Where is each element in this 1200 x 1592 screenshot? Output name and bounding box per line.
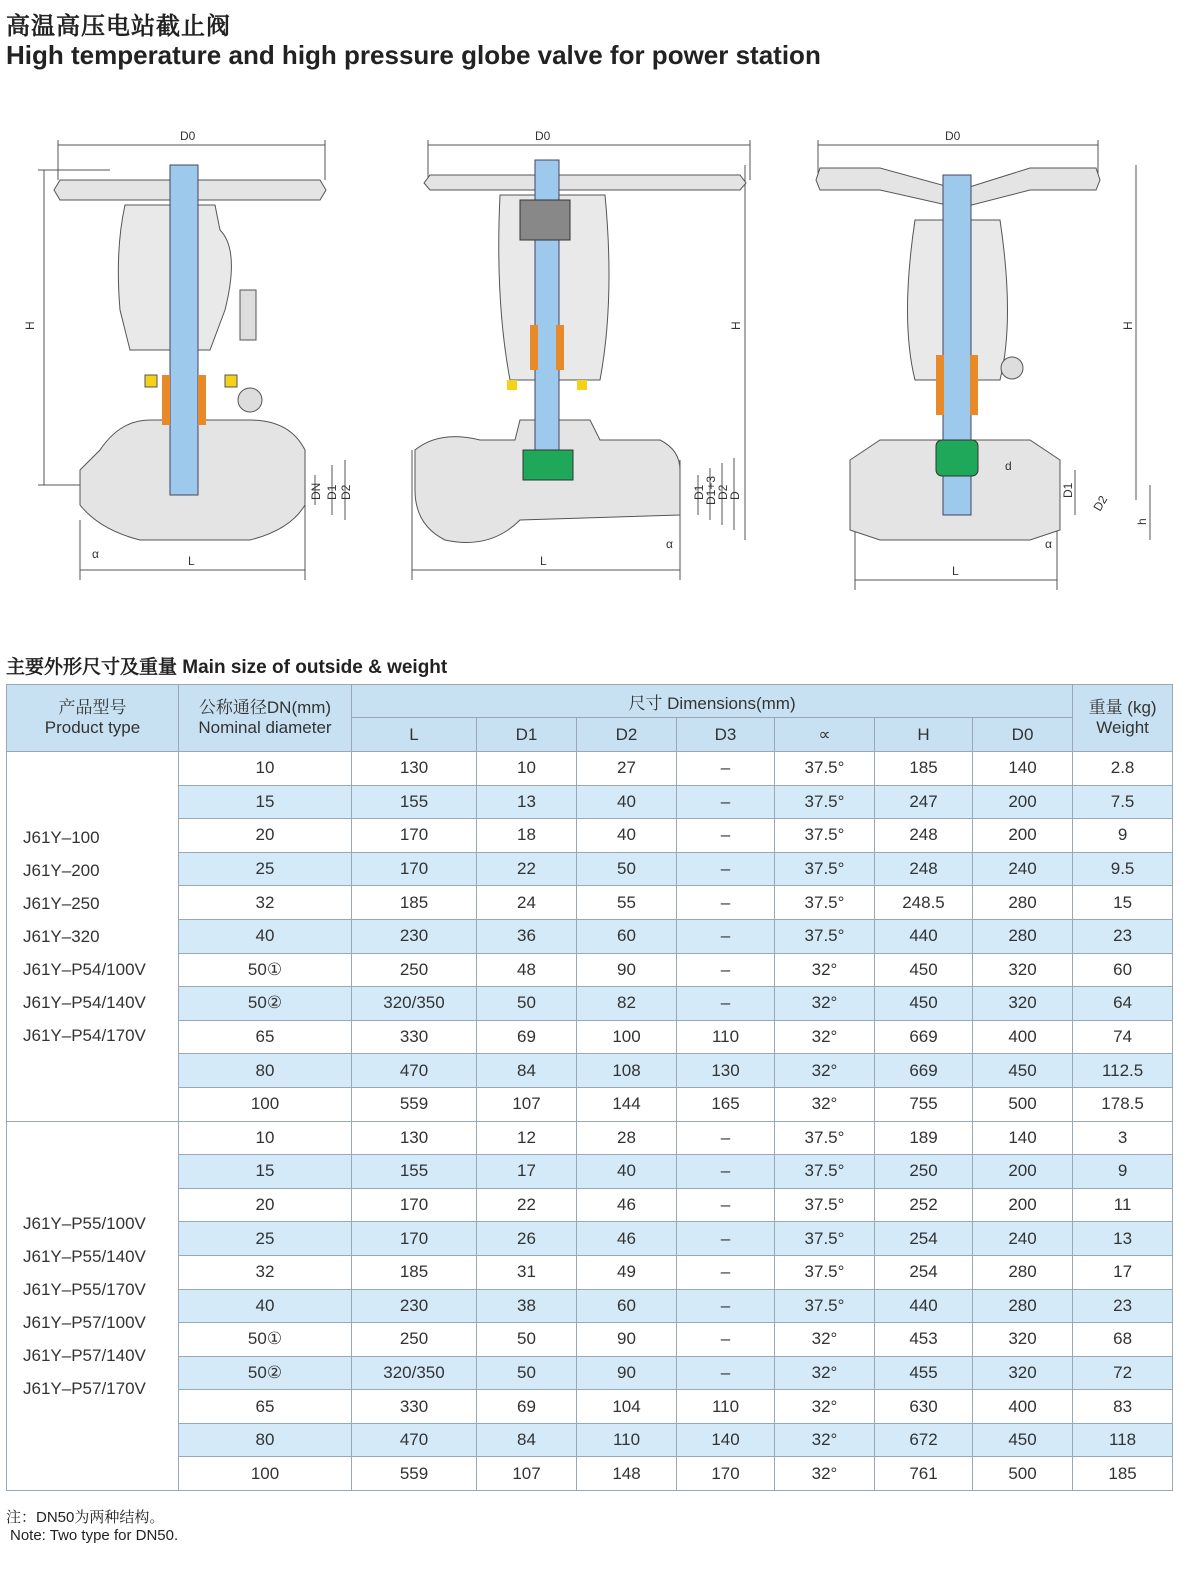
table-cell: 450: [973, 1054, 1073, 1088]
table-cell: 280: [973, 1255, 1073, 1289]
svg-text:H: H: [23, 321, 37, 330]
table-cell: 31: [477, 1255, 577, 1289]
table-row: [7, 1054, 1173, 1088]
table-cell: 26: [477, 1222, 577, 1256]
table-cell: –: [677, 919, 775, 953]
table-cell: 761: [875, 1457, 973, 1491]
table-cell: 37.5°: [775, 1255, 875, 1289]
dimension-table: [6, 684, 1173, 1491]
table-cell: 80: [179, 1423, 352, 1457]
table-cell: 37.5°: [775, 1222, 875, 1256]
product-type-cell: [7, 1121, 179, 1491]
table-cell: 40: [179, 919, 352, 953]
product-type-cell: [7, 752, 179, 1122]
table-cell: 10: [179, 752, 352, 786]
table-cell: 37.5°: [775, 919, 875, 953]
table-row: [7, 1087, 1173, 1121]
product-type-name: J61Y–P55/170V: [23, 1279, 146, 1299]
table-cell: 200: [973, 819, 1073, 853]
table-cell: 15: [179, 785, 352, 819]
table-cell: 37.5°: [775, 886, 875, 920]
table-cell: 110: [577, 1423, 677, 1457]
table-cell: 100: [179, 1087, 352, 1121]
table-cell: 559: [352, 1087, 477, 1121]
table-cell: 2.8: [1073, 752, 1173, 786]
table-cell: 60: [577, 919, 677, 953]
svg-text:α: α: [1045, 537, 1052, 551]
svg-text:α: α: [666, 537, 673, 551]
svg-text:D1: D1: [692, 484, 706, 500]
table-cell: 320: [973, 953, 1073, 987]
table-cell: 49: [577, 1255, 677, 1289]
table-cell: –: [677, 1121, 775, 1155]
svg-text:H: H: [1121, 321, 1135, 330]
svg-text:D1+3: D1+3: [704, 475, 718, 505]
table-cell: 37.5°: [775, 852, 875, 886]
header-d0: D0: [973, 718, 1073, 752]
product-type-name: J61Y–P57/100V: [23, 1312, 146, 1332]
table-cell: –: [677, 1356, 775, 1390]
table-cell: 37.5°: [775, 1155, 875, 1189]
header-product-type: 产品型号 Product type: [7, 685, 179, 752]
table-cell: 74: [1073, 1020, 1173, 1054]
table-row: [7, 1289, 1173, 1323]
table-cell: –: [677, 886, 775, 920]
table-row: [7, 1155, 1173, 1189]
table-cell: 50: [477, 1356, 577, 1390]
table-cell: 118: [1073, 1423, 1173, 1457]
table-cell: 130: [352, 752, 477, 786]
table-cell: 630: [875, 1390, 973, 1424]
table-cell: –: [677, 1188, 775, 1222]
table-cell: 185: [352, 886, 477, 920]
header-nominal-diameter: 公称通径DN(mm) Nominal diameter: [179, 685, 352, 752]
table-cell: 165: [677, 1087, 775, 1121]
table-cell: 108: [577, 1054, 677, 1088]
table-cell: –: [677, 1255, 775, 1289]
table-cell: 250: [352, 953, 477, 987]
product-type-name: J61Y–320: [23, 926, 100, 946]
table-row: [7, 852, 1173, 886]
table-cell: 9: [1073, 1155, 1173, 1189]
table-cell: 50②: [179, 1356, 352, 1390]
table-cell: 37.5°: [775, 785, 875, 819]
table-row: [7, 919, 1173, 953]
table-cell: 23: [1073, 1289, 1173, 1323]
table-cell: 50: [477, 1323, 577, 1357]
table-cell: 32°: [775, 987, 875, 1021]
table-cell: 330: [352, 1390, 477, 1424]
page-title-cn: 高温高压电站截止阀: [6, 13, 231, 40]
table-cell: 40: [577, 1155, 677, 1189]
table-cell: 20: [179, 1188, 352, 1222]
table-cell: 559: [352, 1457, 477, 1491]
table-cell: 140: [973, 752, 1073, 786]
table-cell: 669: [875, 1020, 973, 1054]
table-cell: 68: [1073, 1323, 1173, 1357]
header-d1: D1: [477, 718, 577, 752]
table-cell: 20: [179, 819, 352, 853]
table-cell: 320/350: [352, 987, 477, 1021]
table-cell: 280: [973, 919, 1073, 953]
svg-text:D0: D0: [945, 129, 961, 143]
table-cell: 25: [179, 852, 352, 886]
svg-text:h: h: [1135, 518, 1149, 525]
table-cell: 453: [875, 1323, 973, 1357]
table-cell: 254: [875, 1222, 973, 1256]
svg-text:D0: D0: [535, 129, 551, 143]
table-row: [7, 752, 1173, 786]
table-row: [7, 886, 1173, 920]
header-alpha: ∝: [775, 718, 875, 752]
table-cell: 82: [577, 987, 677, 1021]
table-cell: 24: [477, 886, 577, 920]
table-cell: 450: [973, 1423, 1073, 1457]
table-cell: 470: [352, 1423, 477, 1457]
table-row: [7, 1121, 1173, 1155]
table-row: [7, 1423, 1173, 1457]
table-cell: 15: [1073, 886, 1173, 920]
table-row: [7, 1222, 1173, 1256]
stem-shape: [170, 165, 198, 495]
svg-text:L: L: [188, 554, 195, 568]
table-cell: 248: [875, 852, 973, 886]
table-cell: 254: [875, 1255, 973, 1289]
table-cell: 32°: [775, 1020, 875, 1054]
table-cell: 500: [973, 1457, 1073, 1491]
table-row: [7, 785, 1173, 819]
table-cell: 32°: [775, 1457, 875, 1491]
table-cell: 65: [179, 1390, 352, 1424]
header-weight: 重量 (kg) Weight: [1073, 685, 1173, 752]
table-cell: 17: [477, 1155, 577, 1189]
table-cell: 40: [577, 785, 677, 819]
table-cell: –: [677, 1155, 775, 1189]
svg-text:D2: D2: [716, 484, 730, 500]
table-cell: 90: [577, 1323, 677, 1357]
table-cell: 110: [677, 1020, 775, 1054]
valve-drawings: [0, 120, 1200, 600]
table-cell: 32°: [775, 1356, 875, 1390]
table-cell: 230: [352, 1289, 477, 1323]
product-type-name: J61Y–P54/140V: [23, 992, 146, 1012]
table-cell: 37.5°: [775, 752, 875, 786]
table-cell: 37.5°: [775, 819, 875, 853]
table-cell: 100: [179, 1457, 352, 1491]
svg-text:D1: D1: [325, 484, 339, 500]
note-en: Note: Two type for DN50.: [10, 1527, 179, 1544]
table-row: [7, 1255, 1173, 1289]
table-cell: 32: [179, 1255, 352, 1289]
table-cell: 500: [973, 1087, 1073, 1121]
table-cell: 170: [352, 852, 477, 886]
table-cell: 440: [875, 919, 973, 953]
svg-text:D1: D1: [1061, 482, 1075, 498]
table-cell: 25: [179, 1222, 352, 1256]
table-cell: –: [677, 852, 775, 886]
table-cell: 32: [179, 886, 352, 920]
table-cell: 140: [677, 1423, 775, 1457]
table-cell: –: [677, 1222, 775, 1256]
table-cell: 40: [577, 819, 677, 853]
table-cell: 84: [477, 1423, 577, 1457]
table-cell: 200: [973, 1155, 1073, 1189]
product-type-name: J61Y–250: [23, 893, 100, 913]
table-cell: 320: [973, 1356, 1073, 1390]
product-type-name: J61Y–P57/140V: [23, 1345, 146, 1365]
table-cell: –: [677, 819, 775, 853]
header-l: L: [352, 718, 477, 752]
product-type-name: J61Y–200: [23, 860, 100, 880]
table-cell: 84: [477, 1054, 577, 1088]
table-cell: 55: [577, 886, 677, 920]
table-row: [7, 1457, 1173, 1491]
table-cell: 32°: [775, 953, 875, 987]
table-cell: 170: [352, 1188, 477, 1222]
table-cell: 178.5: [1073, 1087, 1173, 1121]
table-cell: 12: [477, 1121, 577, 1155]
table-cell: 320: [973, 1323, 1073, 1357]
table-cell: 32°: [775, 1054, 875, 1088]
table-cell: 69: [477, 1020, 577, 1054]
table-cell: 248: [875, 819, 973, 853]
table-cell: 22: [477, 852, 577, 886]
table-cell: 50①: [179, 953, 352, 987]
table-cell: 130: [352, 1121, 477, 1155]
table-cell: 10: [179, 1121, 352, 1155]
table-cell: 450: [875, 987, 973, 1021]
table-cell: –: [677, 752, 775, 786]
product-type-name: J61Y–P55/140V: [23, 1246, 146, 1266]
svg-text:L: L: [952, 564, 959, 578]
table-cell: 64: [1073, 987, 1173, 1021]
table-cell: 32°: [775, 1390, 875, 1424]
table-cell: 280: [973, 886, 1073, 920]
table-cell: 144: [577, 1087, 677, 1121]
table-cell: 400: [973, 1020, 1073, 1054]
table-cell: 32°: [775, 1323, 875, 1357]
page-title-en: High temperature and high pressure globe valve for power station: [6, 40, 821, 70]
table-cell: 50②: [179, 987, 352, 1021]
table-cell: 155: [352, 785, 477, 819]
table-cell: 330: [352, 1020, 477, 1054]
table-cell: 669: [875, 1054, 973, 1088]
svg-text:D2: D2: [339, 484, 353, 500]
table-cell: 13: [1073, 1222, 1173, 1256]
table-cell: 65: [179, 1020, 352, 1054]
table-cell: 200: [973, 1188, 1073, 1222]
table-cell: 185: [352, 1255, 477, 1289]
table-cell: 112.5: [1073, 1054, 1173, 1088]
table-cell: 250: [352, 1323, 477, 1357]
table-cell: 46: [577, 1222, 677, 1256]
table-cell: 28: [577, 1121, 677, 1155]
header-d3: D3: [677, 718, 775, 752]
table-cell: 32°: [775, 1087, 875, 1121]
table-cell: 60: [577, 1289, 677, 1323]
table-cell: 672: [875, 1423, 973, 1457]
table-cell: 240: [973, 852, 1073, 886]
table-cell: 13: [477, 785, 577, 819]
header-d2: D2: [577, 718, 677, 752]
table-cell: 755: [875, 1087, 973, 1121]
table-cell: 200: [973, 785, 1073, 819]
table-cell: 15: [179, 1155, 352, 1189]
table-cell: –: [677, 785, 775, 819]
product-type-name: J61Y–P54/100V: [23, 959, 146, 979]
table-cell: 22: [477, 1188, 577, 1222]
table-cell: 170: [352, 1222, 477, 1256]
table-cell: 69: [477, 1390, 577, 1424]
table-cell: 400: [973, 1390, 1073, 1424]
table-cell: 50: [477, 987, 577, 1021]
svg-text:H: H: [729, 321, 743, 330]
table-cell: 320: [973, 987, 1073, 1021]
table-cell: 46: [577, 1188, 677, 1222]
table-cell: 110: [677, 1390, 775, 1424]
table-cell: 36: [477, 919, 577, 953]
table-cell: 7.5: [1073, 785, 1173, 819]
table-cell: 83: [1073, 1390, 1173, 1424]
svg-text:D: D: [728, 491, 742, 500]
table-cell: 23: [1073, 919, 1173, 953]
table-cell: 80: [179, 1054, 352, 1088]
table-cell: 450: [875, 953, 973, 987]
table-cell: 455: [875, 1356, 973, 1390]
table-row: [7, 1356, 1173, 1390]
table-cell: 37.5°: [775, 1121, 875, 1155]
table-cell: 440: [875, 1289, 973, 1323]
table-cell: 104: [577, 1390, 677, 1424]
table-cell: 140: [973, 1121, 1073, 1155]
table-cell: 9.5: [1073, 852, 1173, 886]
table-cell: 185: [875, 752, 973, 786]
svg-text:D2: D2: [1090, 493, 1111, 514]
table-cell: –: [677, 987, 775, 1021]
header-dimensions: 尺寸 Dimensions(mm): [352, 685, 1073, 718]
table-cell: 37.5°: [775, 1289, 875, 1323]
table-cell: 48: [477, 953, 577, 987]
table-row: [7, 953, 1173, 987]
table-cell: 130: [677, 1054, 775, 1088]
table-cell: 247: [875, 785, 973, 819]
table-cell: 107: [477, 1087, 577, 1121]
table-row: [7, 987, 1173, 1021]
table-cell: 72: [1073, 1356, 1173, 1390]
table-cell: 50: [577, 852, 677, 886]
table-cell: 240: [973, 1222, 1073, 1256]
table-cell: 100: [577, 1020, 677, 1054]
table-cell: 3: [1073, 1121, 1173, 1155]
note-cn: 注：DN50为两种结构。: [6, 1509, 165, 1526]
table-cell: 60: [1073, 953, 1173, 987]
table-row: [7, 1188, 1173, 1222]
table-cell: 10: [477, 752, 577, 786]
table-cell: 252: [875, 1188, 973, 1222]
table-row: [7, 819, 1173, 853]
table-cell: 90: [577, 1356, 677, 1390]
table-cell: –: [677, 1289, 775, 1323]
table-body: [7, 752, 1173, 1491]
product-type-name: J61Y–100: [23, 827, 100, 847]
product-type-name: J61Y–P55/100V: [23, 1213, 146, 1233]
table-cell: 248.5: [875, 886, 973, 920]
table-cell: 230: [352, 919, 477, 953]
table-row: [7, 1020, 1173, 1054]
valve-drawing-1: [20, 120, 365, 590]
product-type-name: J61Y–P54/170V: [23, 1025, 146, 1045]
table-cell: 148: [577, 1457, 677, 1491]
table-cell: 170: [352, 819, 477, 853]
table-cell: 470: [352, 1054, 477, 1088]
table-cell: 320/350: [352, 1356, 477, 1390]
svg-text:α: α: [92, 547, 99, 561]
header-h: H: [875, 718, 973, 752]
table-cell: 9: [1073, 819, 1173, 853]
svg-text:L: L: [540, 554, 547, 568]
section-title: 主要外形尺寸及重量 Main size of outside & weight: [6, 657, 448, 678]
table-cell: 17: [1073, 1255, 1173, 1289]
table-cell: 11: [1073, 1188, 1173, 1222]
table-cell: 280: [973, 1289, 1073, 1323]
table-cell: 27: [577, 752, 677, 786]
table-cell: 50①: [179, 1323, 352, 1357]
table-cell: 38: [477, 1289, 577, 1323]
table-cell: 189: [875, 1121, 973, 1155]
table-cell: 250: [875, 1155, 973, 1189]
table-cell: 170: [677, 1457, 775, 1491]
valve-drawing-3: [800, 120, 1160, 590]
product-type-name: J61Y–P57/170V: [23, 1378, 146, 1398]
table-cell: 155: [352, 1155, 477, 1189]
table-cell: –: [677, 953, 775, 987]
table-cell: 37.5°: [775, 1188, 875, 1222]
table-cell: –: [677, 1323, 775, 1357]
table-cell: 107: [477, 1457, 577, 1491]
valve-drawing-2: [400, 120, 760, 590]
svg-text:D0: D0: [180, 129, 196, 143]
table-cell: 32°: [775, 1423, 875, 1457]
packing-shape: [162, 375, 170, 425]
table-cell: 18: [477, 819, 577, 853]
table-row: [7, 1390, 1173, 1424]
table-row: [7, 1323, 1173, 1357]
table-cell: 90: [577, 953, 677, 987]
svg-text:DN: DN: [309, 482, 323, 500]
table-cell: 185: [1073, 1457, 1173, 1491]
svg-text:d: d: [1005, 459, 1012, 473]
table-cell: 40: [179, 1289, 352, 1323]
